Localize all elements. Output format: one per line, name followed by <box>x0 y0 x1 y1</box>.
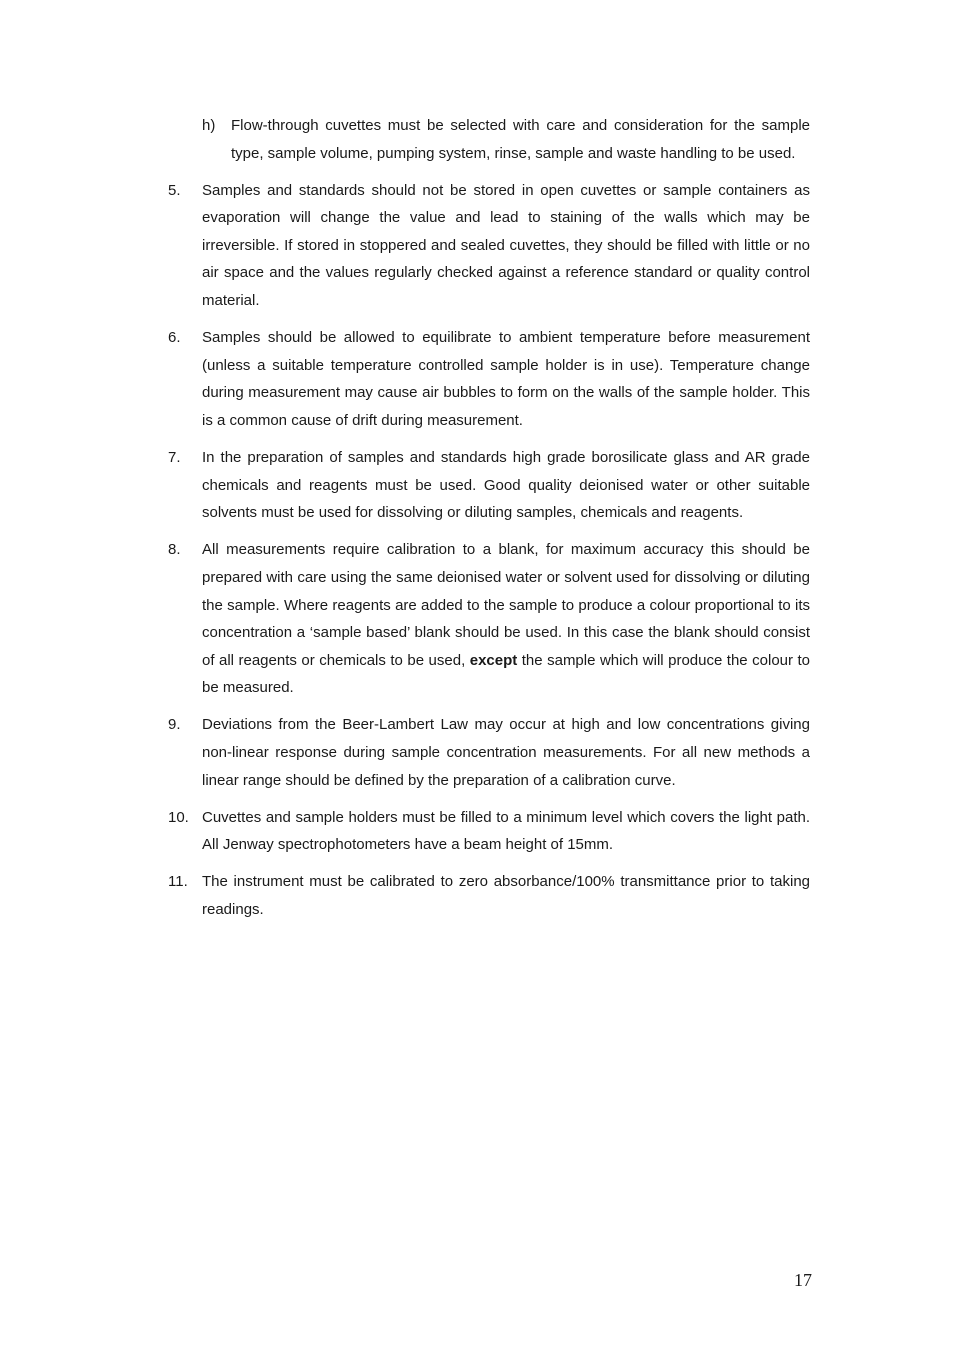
emphasis-text: except <box>469 651 518 669</box>
list-marker: 10. <box>168 808 189 826</box>
list-item-6 <box>168 324 810 434</box>
list-item-5 <box>168 177 810 315</box>
page-number: 17 <box>794 1270 812 1290</box>
list-item-h <box>202 112 810 167</box>
list-item-text: Flow-through cuvettes must be selected with care and consideration for the sample type, sample volume, pumping system, rinse, sample and waste handling to be used. <box>231 117 810 162</box>
list-item-text: In the preparation of samples and standards high grade borosilicate glass and AR grade chemicals and reagents must be used. Good quality deionised water or other suitable solvents must be used for dissolving or diluting samples, chemicals and reagents. <box>202 449 810 522</box>
list-marker: 5. <box>168 181 181 199</box>
list-item-text: Deviations from the Beer-Lambert Law may occur at high and low concentrations giving non-linear response during sample concentration measurements. For all new methods a linear range should be defined by the preparation of a calibration curve. <box>202 716 810 789</box>
list-item-9 <box>168 711 810 794</box>
list-item-text-part: the sample which will produce the colour to be measured. <box>202 651 810 697</box>
list-item-11 <box>168 868 810 923</box>
list-item-text: Cuvettes and sample holders must be filled to a minimum level which covers the light path. All Jenway spectrophotometers have a beam height of 15mm. <box>202 808 810 854</box>
list-marker: 7. <box>168 449 181 467</box>
list-item-7 <box>168 444 810 527</box>
numbered-list <box>168 112 810 933</box>
list-marker: h) <box>202 117 216 134</box>
list-item-10 <box>168 804 810 859</box>
list-item-text: The instrument must be calibrated to zero absorbance/100% transmittance prior to taking readings. <box>202 873 810 918</box>
list-item-8 <box>168 536 810 702</box>
list-item-text: Samples and standards should not be stored in open cuvettes or sample containers as evaporation will change the value and lead to staining of the walls which may be irreversible. If stored in stoppered and sealed cuvettes, they should be filled with little or no air space and the values regularly checked against a reference standard or quality control material. <box>202 181 810 310</box>
list-marker: 9. <box>168 716 181 734</box>
list-item-text: Samples should be allowed to equilibrate to ambient temperature before measurement (unless a suitable temperature controlled sample holder is in use). Temperature change during measurement may cause air bubbles to form on the walls of the sample holder. This is a common cause of drift during measurement. <box>202 329 810 429</box>
list-marker: 8. <box>168 541 181 559</box>
list-item-text <box>202 536 810 702</box>
list-item-text-part: All measurements require calibration to a blank, for maximum accuracy this should be prepared with care using the same deionised water or solvent used for dissolving or diluting the sample. Where reagents are added to the sample to produce a colour proportional to its concentration a ‘sample based’ blank should be used. In this case the blank should consist of all reagents or chemicals to be used, <box>202 541 810 669</box>
list-marker: 6. <box>168 329 181 347</box>
list-marker: 11. <box>168 873 188 891</box>
